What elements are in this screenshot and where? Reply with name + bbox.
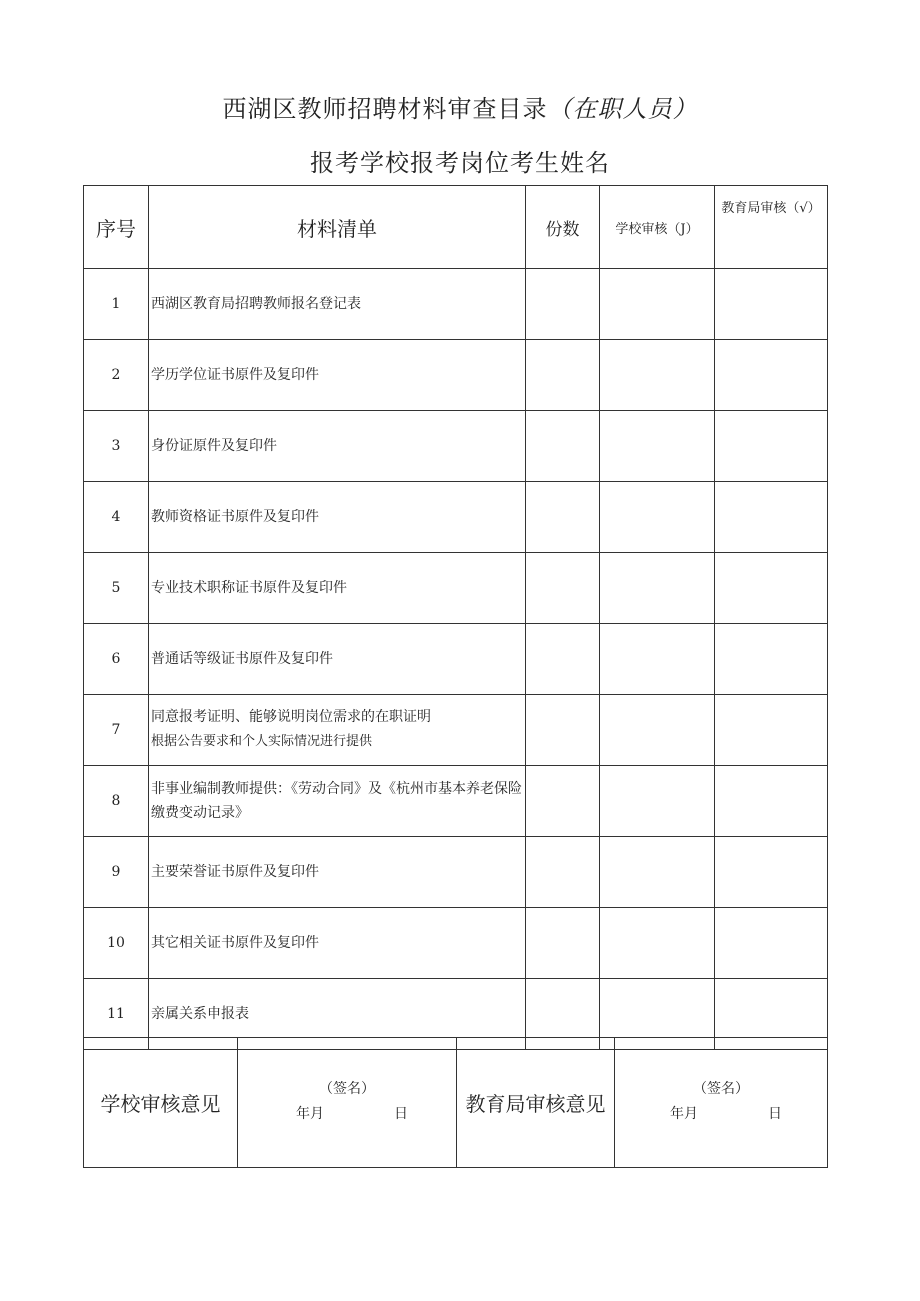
row-school-review-cell[interactable] xyxy=(600,340,715,411)
row-school-review-cell[interactable] xyxy=(600,624,715,695)
row-school-review-cell[interactable] xyxy=(600,766,715,837)
row-material xyxy=(149,908,526,979)
row-count-cell[interactable] xyxy=(526,837,600,908)
school-opinion-label: 学校审核意见 xyxy=(84,1038,238,1168)
header-bureau-review: 教育局审核（√） xyxy=(715,186,828,269)
row-school-review-cell[interactable] xyxy=(600,553,715,624)
school-year-month: 年月 xyxy=(296,1105,324,1122)
row-material xyxy=(149,695,526,766)
bureau-year-month: 年月 xyxy=(670,1105,698,1122)
row-count-cell[interactable] xyxy=(526,411,600,482)
row-school-review-cell[interactable] xyxy=(600,411,715,482)
row-material xyxy=(149,766,526,837)
school-signature-cell[interactable] xyxy=(238,1038,457,1168)
row-school-review-cell[interactable] xyxy=(600,269,715,340)
row-school-review-cell[interactable] xyxy=(600,482,715,553)
row-seq: 6 xyxy=(84,624,149,695)
row-school-review-cell[interactable] xyxy=(600,837,715,908)
row-material-text: 同意报考证明、能够说明岗位需求的在职证明 xyxy=(151,709,431,725)
title-note: （在职人员） xyxy=(547,95,698,123)
school-day: 日 xyxy=(394,1105,408,1122)
row-material xyxy=(149,553,526,624)
header-seq: 序号 xyxy=(84,186,149,269)
row-bureau-review-cell[interactable] xyxy=(715,766,828,837)
row-material xyxy=(149,624,526,695)
table-row xyxy=(84,766,828,837)
row-bureau-review-cell[interactable] xyxy=(715,482,828,553)
table-row xyxy=(84,695,828,766)
table-header-row xyxy=(84,186,828,269)
row-material-text: 西湖区教育局招聘教师报名登记表 xyxy=(151,296,361,312)
row-material-text: 教师资格证书原件及复印件 xyxy=(151,509,319,525)
materials-table xyxy=(83,185,828,1050)
bureau-sign-label: （签名） xyxy=(693,1080,749,1097)
bureau-day: 日 xyxy=(768,1105,782,1122)
row-material-text: 身份证原件及复印件 xyxy=(151,438,277,454)
header-material: 材料清单 xyxy=(149,186,526,269)
table-row xyxy=(84,269,828,340)
school-sign-label: （签名） xyxy=(319,1080,375,1097)
row-count-cell[interactable] xyxy=(526,553,600,624)
row-seq: 10 xyxy=(84,908,149,979)
row-school-review-cell[interactable] xyxy=(600,908,715,979)
table-row xyxy=(84,411,828,482)
row-count-cell[interactable] xyxy=(526,482,600,553)
row-material-text: 主要荣誉证书原件及复印件 xyxy=(151,864,319,880)
row-seq: 5 xyxy=(84,553,149,624)
row-seq: 7 xyxy=(84,695,149,766)
row-material-text: 学历学位证书原件及复印件 xyxy=(151,367,319,383)
document-subtitle: 报考学校报考岗位考生姓名 xyxy=(310,149,610,177)
row-bureau-review-cell[interactable] xyxy=(715,340,828,411)
row-bureau-review-cell[interactable] xyxy=(715,553,828,624)
row-material-text: 非事业编制教师提供：《劳动合同》及《杭州市基本养老保险缴费变动记录》 xyxy=(151,781,522,821)
table-row xyxy=(84,908,828,979)
table-row xyxy=(84,553,828,624)
review-opinion-table xyxy=(83,1037,828,1168)
table-row xyxy=(84,340,828,411)
bureau-date-line xyxy=(615,1100,827,1128)
row-bureau-review-cell[interactable] xyxy=(715,411,828,482)
row-bureau-review-cell[interactable] xyxy=(715,695,828,766)
table-row xyxy=(84,624,828,695)
header-school-review: 学校审核（J） xyxy=(600,186,715,269)
row-count-cell[interactable] xyxy=(526,766,600,837)
row-seq: 2 xyxy=(84,340,149,411)
row-seq: 4 xyxy=(84,482,149,553)
row-school-review-cell[interactable] xyxy=(600,695,715,766)
bureau-opinion-label: 教育局审核意见 xyxy=(457,1038,615,1168)
row-material xyxy=(149,340,526,411)
row-bureau-review-cell[interactable] xyxy=(715,908,828,979)
row-bureau-review-cell[interactable] xyxy=(715,624,828,695)
row-material-text: 普通话等级证书原件及复印件 xyxy=(151,651,333,667)
row-count-cell[interactable] xyxy=(526,695,600,766)
opinion-row xyxy=(84,1038,828,1168)
row-material-text: 亲属关系申报表 xyxy=(151,1006,249,1022)
row-material xyxy=(149,411,526,482)
row-count-cell[interactable] xyxy=(526,269,600,340)
title-main: 西湖区教师招聘材料审查目录 xyxy=(222,95,548,123)
row-material-text: 其它相关证书原件及复印件 xyxy=(151,935,319,951)
row-seq: 11 xyxy=(84,979,149,1050)
row-seq: 8 xyxy=(84,766,149,837)
bureau-signature-cell[interactable] xyxy=(615,1038,828,1168)
table-row xyxy=(84,482,828,553)
document-title xyxy=(0,92,920,126)
row-count-cell[interactable] xyxy=(526,340,600,411)
row-seq: 3 xyxy=(84,411,149,482)
table-row xyxy=(84,837,828,908)
row-seq: 1 xyxy=(84,269,149,340)
row-material xyxy=(149,269,526,340)
row-material xyxy=(149,482,526,553)
row-count-cell[interactable] xyxy=(526,624,600,695)
row-material-note: 根据公告要求和个人实际情况进行提供 xyxy=(151,734,373,749)
row-material xyxy=(149,837,526,908)
school-date-line xyxy=(238,1100,456,1128)
row-count-cell[interactable] xyxy=(526,908,600,979)
header-count: 份数 xyxy=(526,186,600,269)
row-material-text: 专业技术职称证书原件及复印件 xyxy=(151,580,347,596)
row-bureau-review-cell[interactable] xyxy=(715,837,828,908)
row-seq: 9 xyxy=(84,837,149,908)
row-bureau-review-cell[interactable] xyxy=(715,269,828,340)
